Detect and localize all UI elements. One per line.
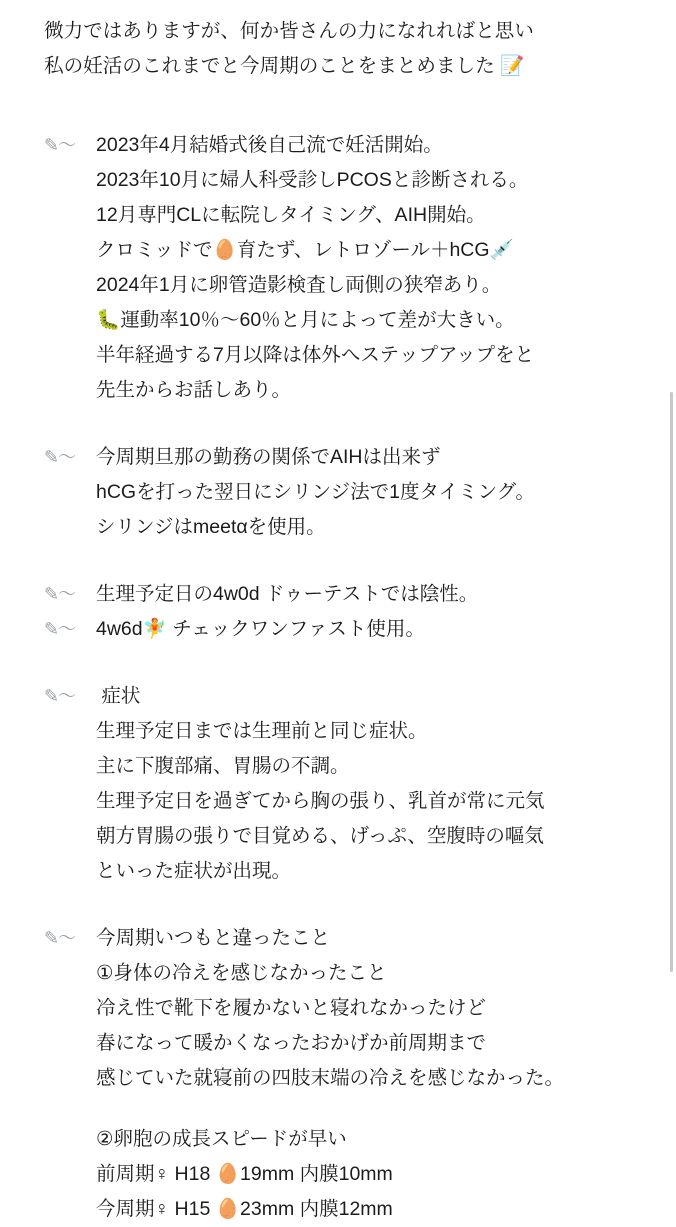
section-follicle-line-2: 前周期♀ H18 🥚19mm 内膜10mm (96, 1163, 393, 1185)
vertical-scrollbar[interactable] (670, 392, 673, 972)
section-symptoms-line-2: 生理予定日までは生理前と同じ症状。 (96, 720, 428, 742)
section-cycle-line-1: 今周期旦那の勤務の関係でAIHは出来ず (96, 446, 441, 468)
section-history-line-1: 2023年4月結婚式後自己流で妊活開始。 (96, 134, 443, 156)
section-history-line-6: 🐛運動率10％〜60％と月によって差が大きい。 (96, 309, 515, 331)
pencil-icon: ✎〜 (44, 686, 76, 706)
section-test-1-line-1: 生理予定日の4w0d ドゥーテストでは陰性。 (96, 583, 479, 605)
section-cycle (44, 440, 636, 545)
section-symptoms-line-4: 生理予定日を過ぎてから胸の張り、乳首が常に元気 (96, 790, 545, 812)
section-test-2-line-1: 4w6d🧚 チェックワンファスト使用。 (96, 618, 425, 640)
section-history-line-4: クロミッドで🥚育たず、レトロゾール＋hCG💉 (96, 239, 514, 261)
section-history (44, 128, 636, 408)
pencil-icon: ✎〜 (44, 619, 76, 639)
intro-line-2: 私の妊活のこれまでと今周期のことをまとめました 📝 (44, 55, 525, 77)
section-symptoms (44, 679, 636, 889)
pencil-icon: ✎〜 (44, 584, 76, 604)
pencil-icon: ✎〜 (44, 135, 76, 155)
intro-paragraph (44, 14, 636, 84)
section-differences-line-3: 冷え性で靴下を履かないと寝れなかったけど (96, 997, 487, 1019)
section-follicle-line-3: 今周期♀ H15 🥚23mm 内膜12mm (96, 1198, 393, 1220)
section-history-line-8: 先生からお話しあり。 (96, 379, 292, 401)
pencil-icon: ✎〜 (44, 447, 76, 467)
section-differences-line-2: ①身体の冷えを感じなかったこと (96, 962, 387, 984)
section-history-line-7: 半年経過する7月以降は体外へステップアップをと (96, 344, 535, 366)
section-history-line-2: 2023年10月に婦人科受診しPCOSと診断される。 (96, 169, 529, 191)
spacer (44, 1096, 636, 1122)
section-symptoms-line-6: といった症状が出現。 (96, 860, 292, 882)
spacer (44, 110, 636, 128)
section-differences (44, 921, 636, 1096)
section-symptoms-heading: 症状 (96, 685, 141, 707)
pencil-icon: ✎〜 (44, 928, 76, 948)
section-history-line-3: 12月専門CLに転院しタイミング、AIH開始。 (96, 204, 486, 226)
section-differences-line-4: 春になって暖かくなったおかげか前周期まで (96, 1032, 487, 1054)
section-follicle-heading: ②卵胞の成長スピードが早い (96, 1128, 347, 1150)
section-symptoms-line-5: 朝方胃腸の張りで目覚める、げっぷ、空腹時の嘔気 (96, 825, 544, 847)
section-differences-heading: 今周期いつもと違ったこと (96, 927, 331, 949)
section-cycle-line-3: シリンジはmeetαを使用。 (96, 516, 326, 538)
section-test-2 (44, 612, 636, 647)
section-history-line-5: 2024年1月に卵管造影検査し両側の狭窄あり。 (96, 274, 502, 296)
section-differences-line-5: 感じていた就寝前の四肢末端の冷えを感じなかった。 (96, 1067, 565, 1089)
section-test-1 (44, 577, 636, 612)
section-cycle-line-2: hCGを打った翌日にシリンジ法で1度タイミング。 (96, 481, 535, 503)
section-symptoms-line-3: 主に下腹部痛、胃腸の不調。 (96, 755, 350, 777)
intro-line-1: 微力ではありますが、何か皆さんの力になれればと思い (44, 20, 535, 42)
section-follicle (44, 1122, 636, 1227)
